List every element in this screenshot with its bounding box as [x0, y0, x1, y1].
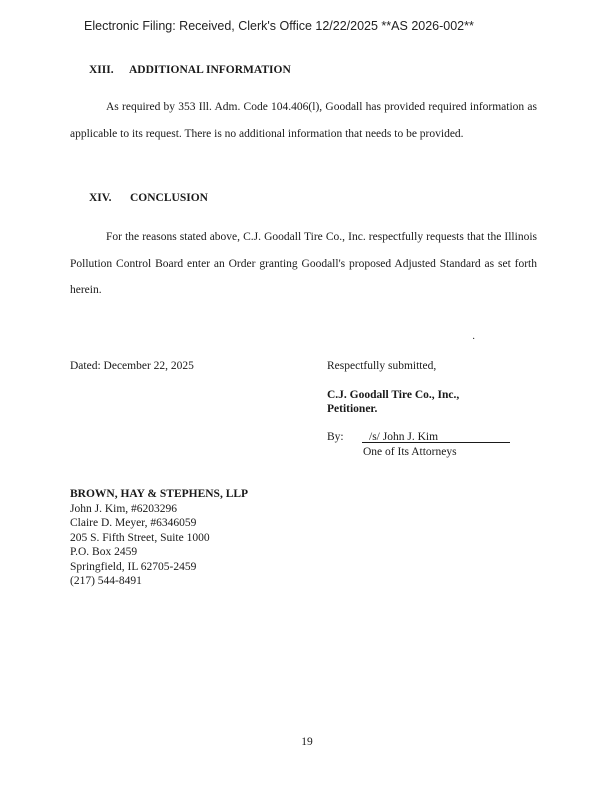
- filing-stamp: Electronic Filing: Received, Clerk's Office 12/22/2025 **AS 2026-002**: [84, 19, 474, 33]
- section-heading-additional-information: [89, 64, 291, 76]
- firm-line: 205 S. Fifth Street, Suite 1000: [70, 531, 210, 544]
- section-heading-conclusion: [89, 192, 208, 204]
- signer-role: One of Its Attorneys: [363, 446, 457, 458]
- firm-line: P.O. Box 2459: [70, 546, 138, 558]
- firm-name: BROWN, HAY & STEPHENS, LLP: [70, 488, 249, 500]
- dated-line: Dated: December 22, 2025: [70, 360, 194, 372]
- electronic-signature: /s/ John J. Kim: [369, 431, 439, 443]
- closing-line: Respectfully submitted,: [327, 360, 437, 372]
- paragraph-additional-information: [70, 94, 537, 147]
- paragraph-text: As required by 353 Ill. Adm. Code 104.406(l), Goodall has provided required information as applicable to its request. There is no additional information that needs to be provided.: [70, 101, 537, 140]
- by-label: By:: [327, 431, 344, 443]
- party-name: C.J. Goodall Tire Co., Inc.,: [327, 389, 460, 401]
- firm-line: Claire D. Meyer, #6346059: [70, 517, 197, 529]
- page-number: 19: [301, 736, 313, 748]
- paragraph-conclusion: [70, 224, 537, 304]
- firm-address-block: [70, 487, 248, 589]
- section-number: XIV.: [89, 192, 112, 204]
- signature-line: [362, 442, 510, 443]
- section-title: CONCLUSION: [130, 192, 208, 204]
- firm-line: Springfield, IL 62705-2459: [70, 560, 197, 573]
- firm-line: John J. Kim, #6203296: [70, 502, 178, 515]
- section-title: ADDITIONAL INFORMATION: [129, 64, 291, 76]
- section-number: XIII.: [89, 64, 114, 76]
- party-role: Petitioner.: [327, 403, 378, 415]
- paragraph-text: For the reasons stated above, C.J. Goodall Tire Co., Inc. respectfully requests that the Illinois Pollution Control Board enter an Order granting Goodall's proposed Adjusted Standard as set forth herein.: [70, 231, 537, 296]
- firm-line: (217) 544-8491: [70, 575, 142, 587]
